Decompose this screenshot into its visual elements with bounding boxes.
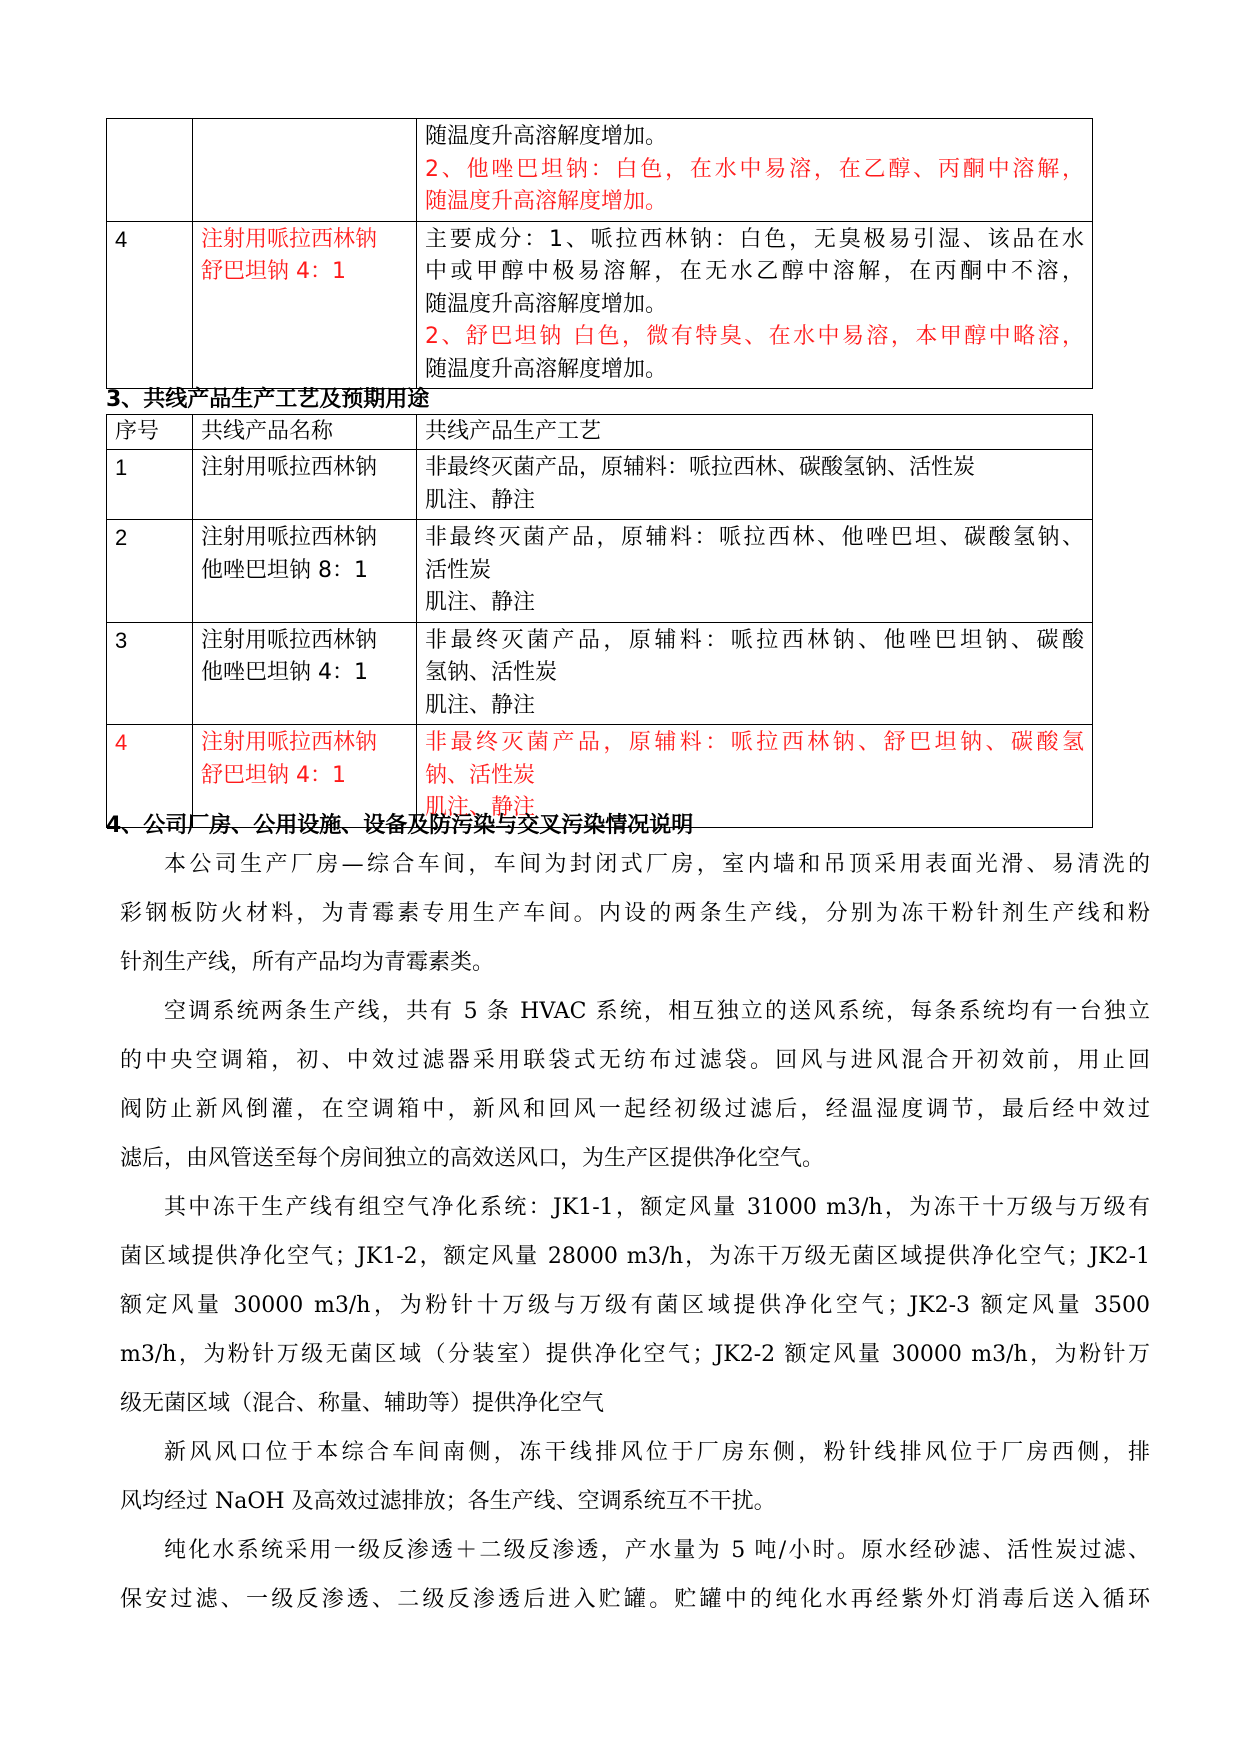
paragraph xyxy=(120,1526,1150,1624)
paragraph-line: 额定风量 30000 m3/h，为粉针十万级与万级有菌区域提供净化空气；JK2-3 额定风量 3500 xyxy=(120,1293,1150,1318)
paragraph-line: 风均经过 NaOH 及高效过滤排放；各生产线、空调系统互不干扰。 xyxy=(120,1489,776,1514)
product-name xyxy=(193,622,417,725)
table-row xyxy=(107,450,1093,520)
section-3-title: 3、共线产品生产工艺及预期用途 xyxy=(106,387,430,412)
row-number: 2 xyxy=(107,520,193,623)
row-number: 3 xyxy=(107,622,193,725)
process-line: 肌注、静注 xyxy=(425,795,536,820)
description-line: 主要成分：1、哌拉西林钠：白色，无臭极易引湿、该品在水 xyxy=(425,226,1084,252)
process-line: 肌注、静注 xyxy=(425,590,536,615)
paragraph xyxy=(120,1428,1150,1526)
description-line: 随温度升高溶解度增加。 xyxy=(425,189,668,214)
description-line: 随温度升高溶解度增加。 xyxy=(425,356,668,382)
paragraph-line: 彩钢板防火材料，为青霉素专用生产车间。内设的两条生产线，分别为冻干粉针剂生产线和粉 xyxy=(120,901,1150,926)
process-line: 非最终灭菌产品，原辅料：哌拉西林、他唑巴坦、碳酸氢钠、 xyxy=(425,525,1084,550)
process-line: 非最终灭菌产品，原辅料：哌拉西林钠、他唑巴坦钠、碳酸 xyxy=(425,627,1084,653)
row-number: 4 xyxy=(107,725,193,828)
description-line: 中或甲醇中极易溶解，在无水乙醇中溶解，在丙酮中不溶， xyxy=(425,259,1084,284)
paragraph-line: 其中冻干生产线有组空气净化系统：JK1-1，额定风量 31000 m3/h，为冻干十万级与万级有 xyxy=(164,1195,1150,1220)
table-header-row xyxy=(107,415,1093,450)
paragraph xyxy=(120,987,1150,1183)
product-name-line: 注射用哌拉西林钠 xyxy=(201,525,378,550)
product-name-line: 舒巴坦钠 4：1 xyxy=(201,259,346,284)
paragraph xyxy=(120,1183,1150,1428)
paragraph-line: 的中央空调箱，初、中效过滤器采用联袋式无纺布过滤袋。回风与进风混合开初效前，用止回 xyxy=(120,1048,1150,1073)
process-line: 活性炭 xyxy=(425,557,492,583)
section-4-body xyxy=(120,840,1150,1624)
row-number: 1 xyxy=(107,450,193,520)
paragraph-line: 纯化水系统采用一级反渗透＋二级反渗透，产水量为 5 吨/小时。原水经砂滤、活性炭过滤、 xyxy=(164,1538,1150,1563)
paragraph-line: 空调系统两条生产线，共有 5 条 HVAC 系统，相互独立的送风系统，每条系统均有一台独立 xyxy=(164,999,1150,1024)
product-properties-table xyxy=(106,118,1093,389)
product-name-line: 他唑巴坦钠 8：1 xyxy=(201,557,368,583)
paragraph-line: 新风风口位于本综合车间南侧，冻干线排风位于厂房东侧，粉针线排风位于厂房西侧，排 xyxy=(164,1440,1150,1465)
process-line: 非最终灭菌产品，原辅料：哌拉西林钠、舒巴坦钠、碳酸氢 xyxy=(425,730,1084,755)
process-description xyxy=(417,450,1093,520)
process-description xyxy=(417,520,1093,623)
paragraph-line: 本公司生产厂房—综合车间，车间为封闭式厂房，室内墙和吊顶采用表面光滑、易清洗的 xyxy=(164,852,1150,877)
process-line: 非最终灭菌产品，原辅料：哌拉西林、碳酸氢钠、活性炭 xyxy=(425,455,976,480)
paragraph-line: 菌区域提供净化空气；JK1-2，额定风量 28000 m3/h，为冻干万级无菌区域提供净化空气；JK2-1 xyxy=(120,1244,1150,1269)
product-description xyxy=(417,119,1093,222)
process-line: 钠、活性炭 xyxy=(425,762,536,788)
product-name-line: 舒巴坦钠 4：1 xyxy=(201,762,346,788)
description-line: 随温度升高溶解度增加。 xyxy=(425,124,668,149)
section-4-title: 4、公司厂房、公用设施、设备及防污染与交叉污染情况说明 xyxy=(106,813,694,838)
paragraph xyxy=(120,840,1150,987)
process-line: 肌注、静注 xyxy=(425,487,536,513)
process-description xyxy=(417,622,1093,725)
product-description xyxy=(417,221,1093,389)
shared-line-products-table xyxy=(106,414,1093,828)
header-no: 序号 xyxy=(107,415,193,450)
product-name xyxy=(193,221,417,389)
table-row xyxy=(107,119,1093,222)
row-number: 4 xyxy=(107,221,193,389)
product-name-line: 注射用哌拉西林钠 xyxy=(201,730,378,755)
description-line: 随温度升高溶解度增加。 xyxy=(425,291,668,317)
product-name xyxy=(193,119,417,222)
table-row xyxy=(107,622,1093,725)
paragraph-line: 级无菌区域（混合、称量、辅助等）提供净化空气 xyxy=(120,1391,605,1416)
paragraph-line: 保安过滤、一级反渗透、二级反渗透后进入贮罐。贮罐中的纯化水再经紫外灯消毒后送入循环 xyxy=(120,1587,1150,1612)
process-line: 肌注、静注 xyxy=(425,692,536,718)
header-name: 共线产品名称 xyxy=(193,415,417,450)
product-name-line: 他唑巴坦钠 4：1 xyxy=(201,660,368,685)
row-number xyxy=(107,119,193,222)
paragraph-line: 针剂生产线，所有产品均为青霉素类。 xyxy=(120,950,495,975)
paragraph-line: 阀防止新风倒灌，在空调箱中，新风和回风一起经初级过滤后，经温湿度调节，最后经中效过 xyxy=(120,1097,1150,1122)
table-row xyxy=(107,221,1093,389)
process-line: 氢钠、活性炭 xyxy=(425,660,558,685)
table-row xyxy=(107,520,1093,623)
product-name-line: 注射用哌拉西林钠 xyxy=(201,627,378,653)
product-name-line: 注射用哌拉西林钠 xyxy=(201,455,378,480)
description-line: 2、舒巴坦钠 白色，微有特臭、在水中易溶，本甲醇中略溶， xyxy=(425,324,1084,349)
paragraph-line: m3/h，为粉针万级无菌区域（分装室）提供净化空气；JK2-2 额定风量 30000 m3/h，为粉针万 xyxy=(120,1342,1150,1367)
paragraph-line: 滤后，由风管送至每个房间独立的高效送风口，为生产区提供净化空气。 xyxy=(120,1146,825,1171)
product-name-line: 注射用哌拉西林钠 xyxy=(201,226,378,252)
product-name xyxy=(193,450,417,520)
header-process: 共线产品生产工艺 xyxy=(417,415,1093,450)
product-name xyxy=(193,520,417,623)
description-line: 2、他唑巴坦钠：白色，在水中易溶，在乙醇、丙酮中溶解， xyxy=(425,156,1084,182)
